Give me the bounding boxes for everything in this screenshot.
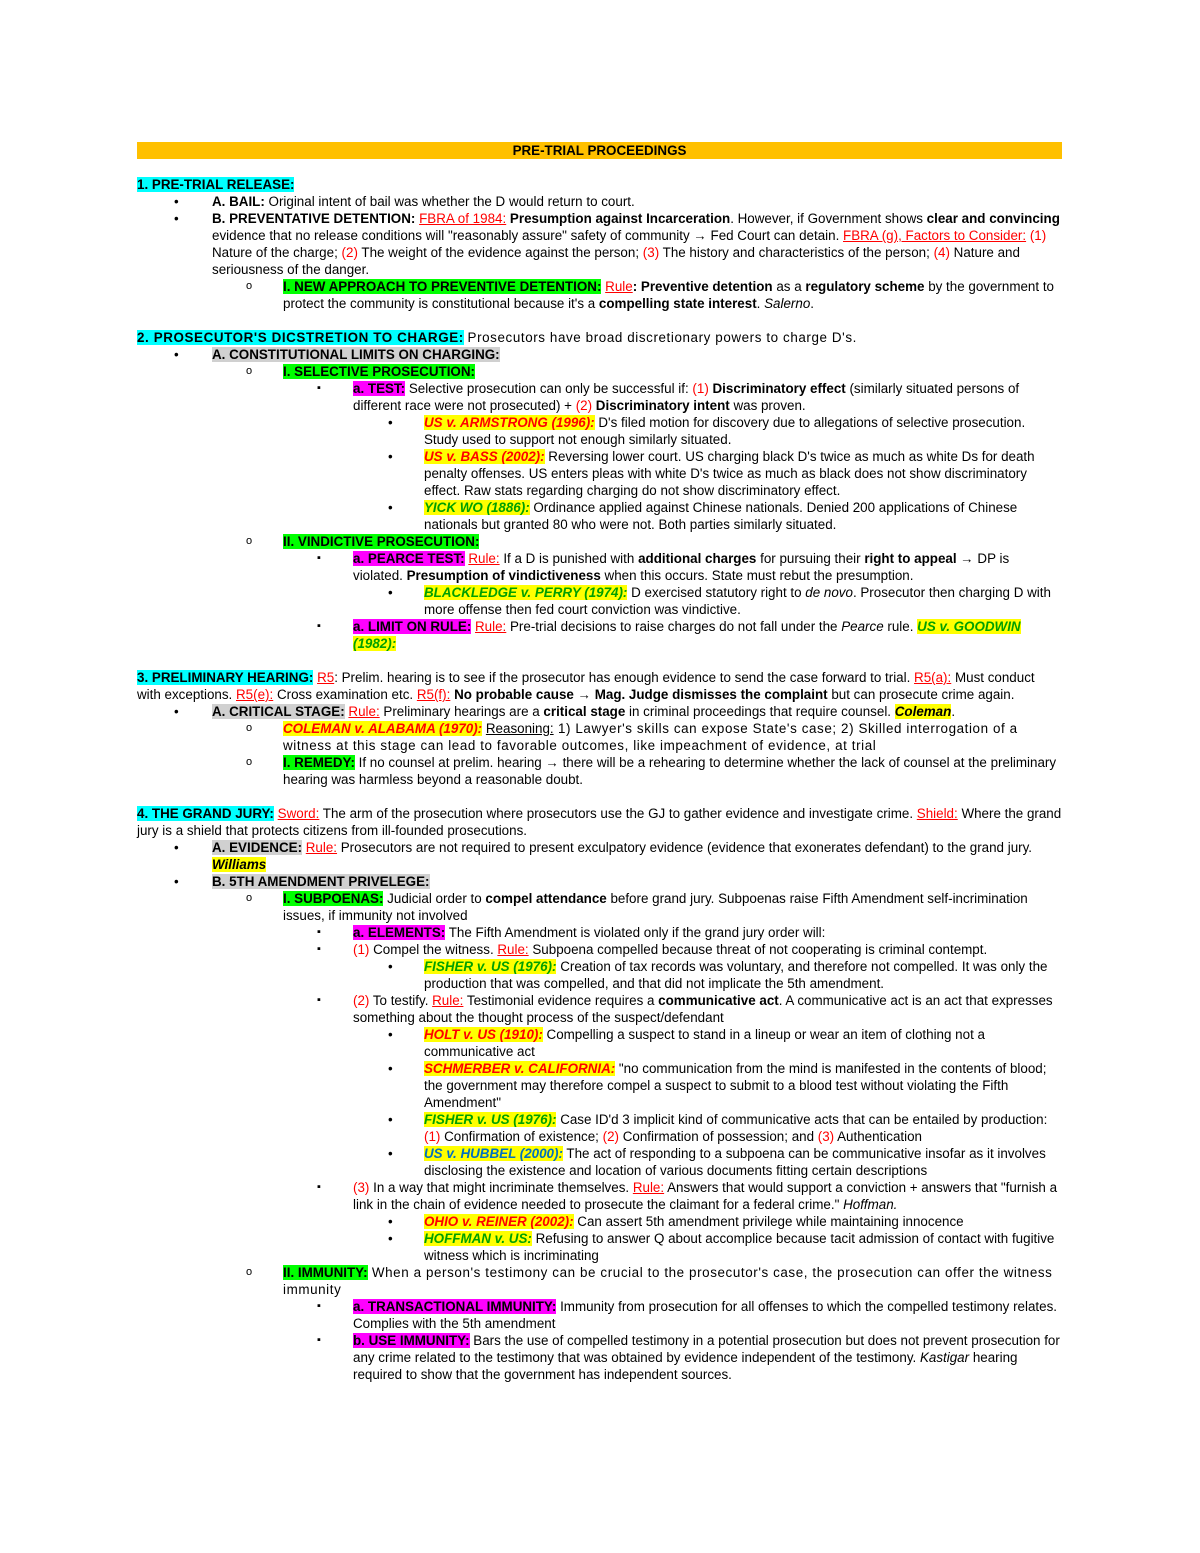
section-heading: 4. THE GRAND JURY: xyxy=(137,806,274,821)
list-item: ▪ (1) Compel the witness. Rule: Subpoena compelled because threat of not cooperating is criminal contempt. xyxy=(137,941,1062,958)
list-item: ▪ b. USE IMMUNITY: Bars the use of compelled testimony in a potential prosecution but does not prevent prosecution for any crime related to the testimony that was obtained by evidence independent of the testimony. Kastigar hearing required to show that the government has independent sources. xyxy=(137,1332,1062,1383)
list-item: • HOFFMAN v. US: Refusing to answer Q about accomplice because tacit admission of contact with fugitive witness which is incriminating xyxy=(137,1230,1062,1264)
list-item: o II. IMMUNITY: When a person's testimony can be crucial to the prosecutor's case, the prosecution can offer the witness immunity xyxy=(137,1264,1062,1298)
list-item: ▪ a. TRANSACTIONAL IMMUNITY: Immunity from prosecution for all offenses to which the compelled testimony relates. Complies with the 5th amendment xyxy=(137,1298,1062,1332)
list-item: ▪ (2) To testify. Rule: Testimonial evidence requires a communicative act. A communicative act is an act that expresses something about the thought process of the suspect/defendant xyxy=(137,992,1062,1026)
list-item: ▪ a. PEARCE TEST: Rule: If a D is punished with additional charges for pursuing their right to appeal → DP is violated. Presumption of vindictiveness when this occurs. State must rebut the presumption. xyxy=(137,550,1062,584)
list-item: • A. CRITICAL STAGE: Rule: Preliminary hearings are a critical stage in criminal proceedings that require counsel. Coleman. xyxy=(137,703,1062,720)
list-item: o II. VINDICTIVE PROSECUTION: xyxy=(137,533,1062,550)
list-item: ▪ (3) In a way that might incriminate themselves. Rule: Answers that would support a conviction + answers that "furnish a link in the chain of evidence needed to prosecute the claimant for a federal crime." Hoffman. xyxy=(137,1179,1062,1213)
list-item: o I. NEW APPROACH TO PREVENTIVE DETENTION: Rule: Preventive detention as a regulatory scheme by the government to protect the community is constitutional because it's a compelling state interest. Salerno. xyxy=(137,278,1062,312)
list-item: o I. REMEDY: If no counsel at prelim. hearing → there will be a rehearing to determine whether the lack of counsel at the preliminary hearing was harmless beyond a reasonable doubt. xyxy=(137,754,1062,788)
list-item: • US v. ARMSTRONG (1996): D's filed motion for discovery due to allegations of selective prosecution. Study used to support not enough similarly situated. xyxy=(137,414,1062,448)
list-item: • YICK WO (1886): Ordinance applied against Chinese nationals. Denied 200 applications of Chinese nationals but granted 80 who were not. Both parties similarly situated. xyxy=(137,499,1062,533)
list-item: o I. SUBPOENAS: Judicial order to compel attendance before grand jury. Subpoenas raise Fifth Amendment self-incrimination issues, if immunity not involved xyxy=(137,890,1062,924)
page-title: PRE-TRIAL PROCEEDINGS xyxy=(137,142,1062,159)
section-prosecutor-discretion: 2. PROSECUTOR'S DICSTRETION TO CHARGE: Prosecutors have broad discretionary powers to charge D's. • A. CONSTITUTIONAL LIMITS ON CHARGING: o I. SELECTIVE PROSECUTION: ▪ a. TEST: Selective prosecution can only be successful if: (1) Discriminatory effect (similarly situated persons of different race were not prosecuted) + (2) Discriminatory intent was proven. • US v. ARMSTRONG (1996): D's filed motion for discovery due to allegations of selective prosecution. Study used to support not enough similarly situated. • US v. BASS (2002): Reversing lower court. US charging black D's twice as much as white Ds for death penalty offenses. US enters pleas with white D's twice as much as black does not show discriminatory effect. Raw stats regarding charging do not show discriminatory effect. • YICK WO (1886): Ordinance applied against Chinese nationals. Denied 200 applications of Chinese nationals but granted 80 who were not. Both parties similarly situated. o II. VINDICTIVE PROSECUTION: ▪ a. PEARCE TEST: Rule: If a D is punished with additional charges for pursuing their right to appeal → DP is violated. Presumption of vindictiveness when this occurs. State must rebut the presumption. • BLACKLEDGE v. PERRY (1974): D exercised statutory right to de novo. Prosecutor then charging D with more offense then fed court conviction was vindictive. ▪ a. LIMIT ON RULE: Rule: Pre-trial decisions to raise charges do not fall under the Pearce rule. US v. GOODWIN (1982): xyxy=(137,329,1062,652)
section-heading: 3. PRELIMINARY HEARING: xyxy=(137,670,314,685)
list-item: • HOLT v. US (1910): Compelling a suspect to stand in a lineup or wear an item of clothing not a communicative act xyxy=(137,1026,1062,1060)
list-item: • US v. HUBBEL (2000): The act of responding to a subpoena can be communicative insofar as it involves disclosing the existence and location of various documents fitting certain descriptions xyxy=(137,1145,1062,1179)
list-item: o I. SELECTIVE PROSECUTION: xyxy=(137,363,1062,380)
document-page xyxy=(137,142,1062,1383)
list-item: • SCHMERBER v. CALIFORNIA: "no communication from the mind is manifested in the contents of blood; the government may therefore compel a suspect to submit to a blood test without violating the Fifth Amendment" xyxy=(137,1060,1062,1111)
list-item: • A. EVIDENCE: Rule: Prosecutors are not required to present exculpatory evidence (evidence that exonerates defendant) to the grand jury. Williams xyxy=(137,839,1062,873)
list-item: o COLEMAN v. ALABAMA (1970): Reasoning: 1) Lawyer's skills can expose State's case; 2) Skilled interrogation of a witness at this stage can lead to favorable outcomes, like impeachment of evidence, at trial xyxy=(137,720,1062,754)
list-item: • FISHER v. US (1976): Creation of tax records was voluntary, and therefore not compelled. It was only the production that was compelled, and that did not implicate the 5th amendment. xyxy=(137,958,1062,992)
list-item: • B. PREVENTATIVE DETENTION: FBRA of 1984: Presumption against Incarceration. However, if Government shows clear and convincing evidence that no release conditions will "reasonably assure" safety of community → Fed Court can detain. FBRA (g), Factors to Consider: (1) Nature of the charge; (2) The weight of the evidence against the person; (3) The history and characteristics of the person; (4) Nature and seriousness of the danger. xyxy=(137,210,1062,278)
list-item: • A. BAIL: Original intent of bail was whether the D would return to court. xyxy=(137,193,1062,210)
list-item: • US v. BASS (2002): Reversing lower court. US charging black D's twice as much as white Ds for death penalty offenses. US enters pleas with white D's twice as much as black does not show discriminatory effect. Raw stats regarding charging do not show discriminatory effect. xyxy=(137,448,1062,499)
section-heading: 2. PROSECUTOR'S DICSTRETION TO CHARGE: xyxy=(137,330,464,345)
list-item: ▪ a. ELEMENTS: The Fifth Amendment is violated only if the grand jury order will: xyxy=(137,924,1062,941)
list-item: • B. 5TH AMENDMENT PRIVELEGE: xyxy=(137,873,1062,890)
section-grand-jury: 4. THE GRAND JURY: Sword: The arm of the prosecution where prosecutors use the GJ to gather evidence and investigate crime. Shield: Where the grand jury is a shield that protects citizens from ill-founded prosecutions. • A. EVIDENCE: Rule: Prosecutors are not required to present exculpatory evidence (evidence that exonerates defendant) to the grand jury. Williams • B. 5TH AMENDMENT PRIVELEGE: o I. SUBPOENAS: Judicial order to compel attendance before grand jury. Subpoenas raise Fifth Amendment self-incrimination issues, if immunity not involved ▪ a. ELEMENTS: The Fifth Amendment is violated only if the grand jury order will: ▪ (1) Compel the witness. Rule: Subpoena compelled because threat of not cooperating is criminal contempt. • FISHER v. US (1976): Creation of tax records was voluntary, and therefore not compelled. It was only the production that was compelled, and that did not implicate the 5th amendment. ▪ (2) To testify. Rule: Testimonial evidence requires a communicative act. A communicative act is an act that expresses something about the thought process of the suspect/defendant • HOLT v. US (1910): Compelling a suspect to stand in a lineup or wear an item of clothing not a communicative act • SCHMERBER v. CALIFORNIA: "no communication from the mind is manifested in the contents of blood; the government may therefore compel a suspect to submit to a blood test without violating the Fifth Amendment" • FISHER v. US (1976): Case ID'd 3 implicit kind of communicative acts that can be entailed by production: (1) Confirmation of existence; (2) Confirmation of possession; and (3) Authentication • US v. HUBBEL (2000): The act of responding to a subpoena can be communicative insofar as it involves disclosing the existence and location of various documents fitting certain descriptions ▪ (3) In a way that might incriminate themselves. Rule: Answers that would support a conviction + answers that "furnish a link in the chain of evidence needed to prosecute the claimant for a federal crime." Hoffman. • OHIO v. REINER (2002): Can assert 5th amendment privilege while maintaining innocence • HOFFMAN v. US: Refusing to answer Q about accomplice because tacit admission of contact with fugitive witness which is incriminating o II. IMMUNITY: When a person's testimony can be crucial to the prosecutor's case, the prosecution can offer the witness immunity ▪ a. TRANSACTIONAL IMMUNITY: Immunity from prosecution for all offenses to which the compelled testimony relates. Complies with the 5th amendment ▪ b. USE IMMUNITY: Bars the use of compelled testimony in a potential prosecution but does not prevent prosecution for any crime related to the testimony that was obtained by evidence independent of the testimony. Kastigar hearing required to show that the government has independent sources. xyxy=(137,805,1062,1383)
list-item: • FISHER v. US (1976): Case ID'd 3 implicit kind of communicative acts that can be entailed by production: (1) Confirmation of existence; (2) Confirmation of possession; and (3) Authentication xyxy=(137,1111,1062,1145)
section-heading: 1. PRE-TRIAL RELEASE: xyxy=(137,177,295,192)
list-item: ▪ a. LIMIT ON RULE: Rule: Pre-trial decisions to raise charges do not fall under the Pearce rule. US v. GOODWIN (1982): xyxy=(137,618,1062,652)
list-item: • A. CONSTITUTIONAL LIMITS ON CHARGING: xyxy=(137,346,1062,363)
section-pretrial-release xyxy=(137,176,1062,312)
list-item: ▪ a. TEST: Selective prosecution can only be successful if: (1) Discriminatory effect (similarly situated persons of different race were not prosecuted) + (2) Discriminatory intent was proven. xyxy=(137,380,1062,414)
list-item: • OHIO v. REINER (2002): Can assert 5th amendment privilege while maintaining innocence xyxy=(137,1213,1062,1230)
section-preliminary-hearing: 3. PRELIMINARY HEARING: R5: Prelim. hearing is to see if the prosecutor has enough evidence to send the case forward to trial. R5(a): Must conduct with exceptions. R5(e): Cross examination etc. R5(f): No probable cause → Mag. Judge dismisses the complaint but can prosecute crime again. • A. CRITICAL STAGE: Rule: Preliminary hearings are a critical stage in criminal proceedings that require counsel. Coleman. o COLEMAN v. ALABAMA (1970): Reasoning: 1) Lawyer's skills can expose State's case; 2) Skilled interrogation of a witness at this stage can lead to favorable outcomes, like impeachment of evidence, at trial o I. REMEDY: If no counsel at prelim. hearing → there will be a rehearing to determine whether the lack of counsel at the preliminary hearing was harmless beyond a reasonable doubt. xyxy=(137,669,1062,788)
list-item: • BLACKLEDGE v. PERRY (1974): D exercised statutory right to de novo. Prosecutor then charging D with more offense then fed court conviction was vindictive. xyxy=(137,584,1062,618)
